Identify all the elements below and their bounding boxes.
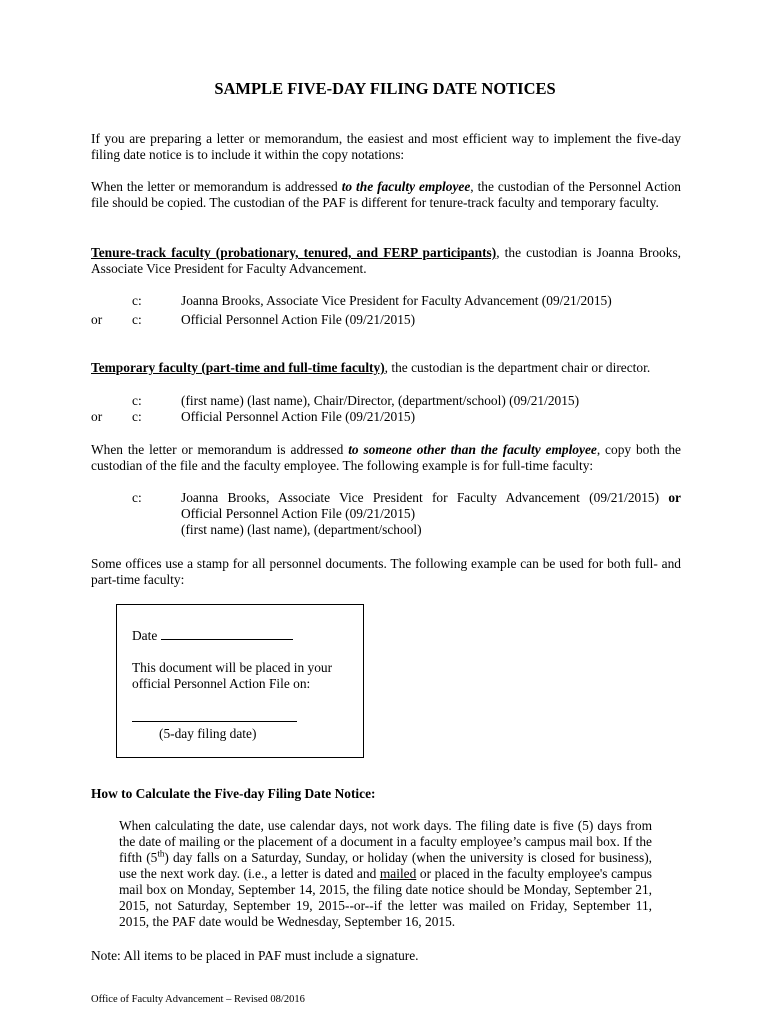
stamp-line-1: This document will be placed in your	[132, 660, 333, 675]
temporary-paragraph	[91, 360, 681, 376]
tenure-text: , the custodian is Joanna Brooks, Associate Vice President for Faculty Advancement.	[91, 245, 681, 276]
stamp-date-blank	[161, 628, 293, 640]
addressed-other-pre: When the letter or memorandum is addressed	[91, 442, 349, 457]
temporary-or-label: or	[91, 409, 103, 424]
tenure-copy-label-2: c:	[132, 312, 142, 327]
addressed-other-emphasis: to someone other than the faculty employee	[348, 442, 597, 457]
temporary-copy-label-1: c:	[132, 393, 142, 408]
stamp-date-row	[132, 628, 293, 644]
both-copy-label: c:	[132, 490, 142, 505]
tenure-paragraph	[91, 245, 681, 277]
stamp-filing-date-blank	[132, 721, 297, 722]
calc-mailed: mailed	[379, 866, 417, 881]
tenure-heading: Tenure-track faculty (probationary, tenured, and FERP participants)	[91, 245, 497, 260]
calc-text-1: When calculating the date, use calendar days, not work days. The filing date is five (5) days from the date of mailing or the placement of a document in a faculty employee’s campus mail box. If the fifth (5	[119, 818, 652, 865]
both-copy-line-1-text: Joanna Brooks, Associate Vice President for Faculty Advancement (09/21/2015)	[181, 490, 669, 505]
stamp-date-label: Date	[132, 628, 158, 643]
addressed-faculty-pre: When the letter or memorandum is addressed	[91, 179, 342, 194]
addressed-other-post: , copy both the custodian of the file and the faculty employee. The following example is for full-time faculty:	[91, 442, 681, 473]
stamp-intro-paragraph: Some offices use a stamp for all personnel documents. The following example can be used for both full- and part-time faculty:	[91, 556, 681, 587]
both-copy-line-1-or: or	[668, 490, 681, 505]
temporary-copy-label-2: c:	[132, 409, 142, 424]
both-copy-line-1	[181, 490, 681, 506]
intro-paragraph: If you are preparing a letter or memorandum, the easiest and most efficient way to implement the five-day filing date notice is to include it within the copy notations:	[91, 131, 681, 162]
tenure-copy-line-1: Joanna Brooks, Associate Vice President for Faculty Advancement (09/21/2015)	[181, 293, 612, 308]
temporary-heading: Temporary faculty (part-time and full-time faculty)	[91, 360, 385, 375]
calc-superscript: th	[157, 848, 165, 859]
both-copy-line-3: (first name) (last name), (department/school)	[181, 522, 422, 537]
page-title: SAMPLE FIVE-DAY FILING DATE NOTICES	[214, 79, 556, 98]
calc-heading: How to Calculate the Five-day Filing Date Notice:	[91, 786, 376, 801]
calc-text-2: ) day falls on a Saturday, Sunday, or holiday (when the university is closed for business), use the next work day. (i.e., a letter is dated and	[119, 850, 653, 881]
tenure-or-label: or	[91, 312, 103, 327]
tenure-copy-label-1: c:	[132, 293, 142, 308]
note-text: Note: All items to be placed in PAF must include a signature.	[91, 948, 419, 963]
addressed-faculty-paragraph	[91, 179, 681, 211]
stamp-filing-label: (5-day filing date)	[159, 726, 257, 741]
both-copy-line-2: Official Personnel Action File (09/21/2015)	[181, 506, 416, 521]
footer-text: Office of Faculty Advancement – Revised 08/2016	[91, 994, 305, 1005]
temporary-copy-line-2: Official Personnel Action File (09/21/2015)	[181, 409, 416, 424]
stamp-line-2: official Personnel Action File on:	[132, 676, 311, 691]
temporary-copy-line-1: (first name) (last name), Chair/Director, (department/school) (09/21/2015)	[181, 393, 580, 408]
addressed-other-paragraph	[91, 442, 681, 474]
addressed-faculty-post: , the custodian of the Personnel Action file should be copied. The custodian of the PAF is different for tenure-track faculty and temporary faculty.	[91, 179, 681, 210]
calc-paragraph	[119, 818, 652, 930]
tenure-copy-line-2: Official Personnel Action File (09/21/2015)	[181, 312, 416, 327]
stamp-box	[116, 604, 364, 758]
temporary-text: , the custodian is the department chair or director.	[384, 360, 651, 375]
addressed-faculty-emphasis: to the faculty employee	[341, 179, 471, 194]
calc-text-3: or placed in the faculty employee's campus mail box on Monday, September 14, 2015, the filing date notice should be Monday, September 21, 2015, not Saturday, September 19, 2015--or--if the letter was mailed on Friday, September 11, 2015, the PAF date would be Wednesday, September 16, 2015.	[119, 866, 652, 929]
